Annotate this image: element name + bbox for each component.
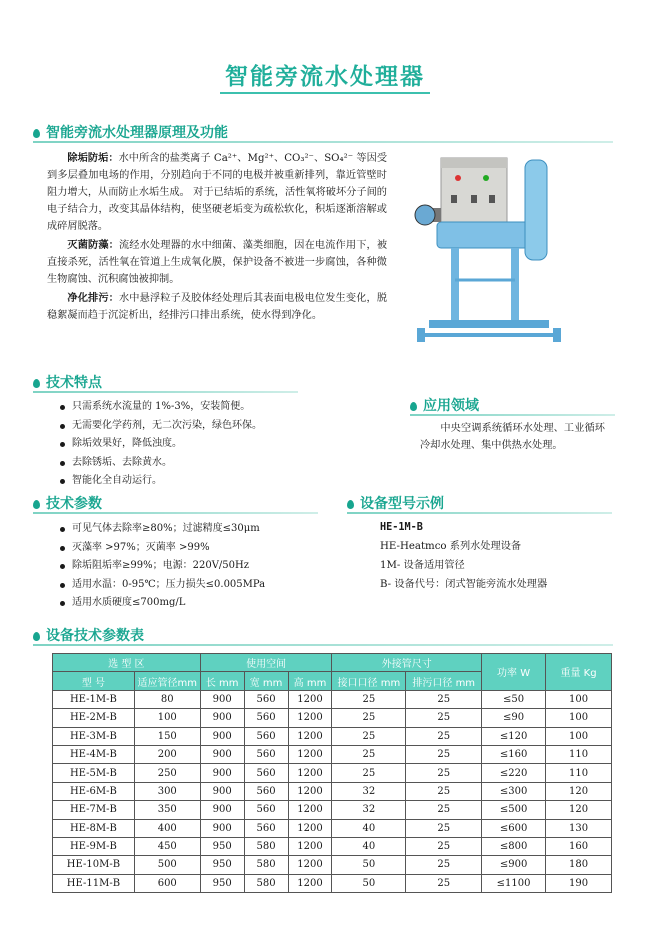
- table-row: [53, 727, 612, 745]
- table-cell: 40: [332, 819, 406, 837]
- table-cell: ≤160: [482, 745, 546, 763]
- table-cell: 25: [406, 764, 482, 782]
- application-text: 中央空调系统循环水处理、工业循环冷却水处理、集中供热水处理。: [420, 423, 605, 451]
- table-cell: 250: [134, 764, 200, 782]
- header-inlet: 接口口径 mm: [332, 672, 406, 690]
- table-row: [53, 764, 612, 782]
- header-width: 宽 mm: [244, 672, 288, 690]
- table-cell: 560: [244, 801, 288, 819]
- principle-text: [47, 150, 387, 324]
- table-cell: 900: [200, 727, 244, 745]
- table-cell: 300: [134, 782, 200, 800]
- table-cell: 1200: [288, 727, 332, 745]
- table-cell: 25: [332, 727, 406, 745]
- table-cell: 560: [244, 727, 288, 745]
- list-item: 适用水质硬度≤700mg/L: [58, 594, 348, 613]
- table-row: [53, 856, 612, 874]
- table-cell: 600: [134, 874, 200, 892]
- model-code: HE-1M-B: [380, 522, 423, 533]
- header-diameter: 适应管径mm: [134, 672, 200, 690]
- table-cell: 200: [134, 745, 200, 763]
- table-cell: 900: [200, 801, 244, 819]
- table-row: [53, 837, 612, 855]
- table-cell: 25: [406, 690, 482, 708]
- table-row: [53, 745, 612, 763]
- table-cell: 120: [546, 801, 612, 819]
- table-cell: 1200: [288, 745, 332, 763]
- paragraph-sterilization: 灭菌防藻：流经水处理器的水中细菌、藻类细胞，因在电流作用下，被直接杀死，活性氧在管道上生成氧化膜，保护设备不被进一步腐蚀，各种微生物腐蚀、沉积腐蚀被抑制。: [47, 240, 388, 285]
- list-item: 除垢效果好，降低浊度。: [58, 435, 328, 454]
- table-cell: 100: [546, 727, 612, 745]
- drop-icon: [33, 379, 40, 388]
- table-cell: HE-11M-B: [53, 874, 135, 892]
- table-row: [53, 819, 612, 837]
- table-cell: ≤500: [482, 801, 546, 819]
- list-item: 只需系统水流量的 1%-3%，安装简便。: [58, 398, 328, 417]
- table-cell: 1200: [288, 819, 332, 837]
- table-cell: ≤90: [482, 709, 546, 727]
- table-cell: 25: [406, 874, 482, 892]
- list-item: 去除锈垢、去除黄水。: [58, 454, 328, 473]
- table-row: [53, 801, 612, 819]
- model-example-text: [380, 518, 620, 594]
- table-cell: HE-1M-B: [53, 690, 135, 708]
- table-cell: 580: [244, 874, 288, 892]
- table-cell: 25: [332, 709, 406, 727]
- table-cell: 25: [332, 764, 406, 782]
- table-row: [53, 709, 612, 727]
- table-cell: 900: [200, 709, 244, 727]
- params-list: [58, 520, 348, 613]
- table-cell: 1200: [288, 764, 332, 782]
- table-cell: 1200: [288, 837, 332, 855]
- header-select-zone: 选 型 区: [53, 654, 201, 672]
- features-heading: 技术特点: [33, 372, 102, 392]
- table-cell: ≤800: [482, 837, 546, 855]
- header-drain: 排污口径 mm: [406, 672, 482, 690]
- drop-icon: [410, 402, 417, 411]
- table-cell: 1200: [288, 690, 332, 708]
- table-cell: 150: [134, 727, 200, 745]
- table-cell: 100: [546, 690, 612, 708]
- table-cell: 350: [134, 801, 200, 819]
- list-item: 适用水温：0-95℃；压力损失≤0.005MPa: [58, 576, 348, 595]
- table-cell: 25: [332, 690, 406, 708]
- drop-icon: [33, 500, 40, 509]
- table-cell: 1200: [288, 874, 332, 892]
- table-cell: 50: [332, 874, 406, 892]
- table-cell: 450: [134, 837, 200, 855]
- table-cell: 950: [200, 856, 244, 874]
- table-cell: 900: [200, 782, 244, 800]
- table-cell: 400: [134, 819, 200, 837]
- section-divider: [33, 644, 613, 646]
- table-cell: HE-5M-B: [53, 764, 135, 782]
- table-cell: ≤50: [482, 690, 546, 708]
- table-cell: 560: [244, 745, 288, 763]
- list-item: 智能化全自动运行。: [58, 472, 328, 491]
- table-cell: 110: [546, 745, 612, 763]
- list-item: 灭藻率 >97%；灭菌率 >99%: [58, 539, 348, 558]
- table-cell: 25: [406, 856, 482, 874]
- table-cell: 80: [134, 690, 200, 708]
- table-cell: 1200: [288, 782, 332, 800]
- section-divider: [33, 391, 298, 393]
- table-cell: 560: [244, 819, 288, 837]
- header-weight: 重量 Kg: [546, 654, 612, 691]
- table-cell: HE-7M-B: [53, 801, 135, 819]
- model-line-series: HE-Heatmco 系列水处理设备: [380, 541, 522, 552]
- table-cell: 580: [244, 856, 288, 874]
- table-cell: 950: [200, 837, 244, 855]
- table-cell: HE-8M-B: [53, 819, 135, 837]
- table-cell: ≤600: [482, 819, 546, 837]
- section-divider: [347, 512, 612, 514]
- section-divider: [33, 512, 318, 514]
- table-cell: ≤220: [482, 764, 546, 782]
- table-cell: 1200: [288, 801, 332, 819]
- table-cell: 500: [134, 856, 200, 874]
- table-cell: 560: [244, 764, 288, 782]
- table-cell: 180: [546, 856, 612, 874]
- paragraph-purification: 净化排污：水中悬浮粒子及胶体经处理后其表面电极电位发生变化，脱稳絮凝而趋于沉淀析出，经排污口排出系统，使水得到净化。: [47, 293, 388, 321]
- paragraph-descaling: 除垢防垢：水中所含的盐类离子 Ca²⁺、Mg²⁺、CO₃²⁻、SO₄²⁻ 等因受到多层叠加电场的作用，分别趋向于不同的电极并被重新排列，靠近管壁时阻力增大，从而防止水垢生成。 对于已结垢的系统，活性氧将破坏分子间的电子结合力，改变其晶体结构，使坚硬老垢变为疏松软化，积垢逐渐溶解或成碎屑脱落。: [47, 153, 388, 232]
- section-divider: [33, 141, 613, 143]
- drop-icon: [347, 500, 354, 509]
- header-pipe-size: 外接管尺寸: [332, 654, 482, 672]
- table-cell: HE-6M-B: [53, 782, 135, 800]
- table-cell: 560: [244, 782, 288, 800]
- table-cell: ≤1100: [482, 874, 546, 892]
- page-title: 智能旁流水处理器: [225, 64, 425, 90]
- section-principle-heading: 智能旁流水处理器原理及功能: [33, 122, 228, 142]
- table-cell: 32: [332, 782, 406, 800]
- table-cell: 160: [546, 837, 612, 855]
- header-height: 高 mm: [288, 672, 332, 690]
- table-cell: 580: [244, 837, 288, 855]
- table-cell: 25: [406, 709, 482, 727]
- table-cell: 900: [200, 745, 244, 763]
- model-example-heading: 设备型号示例: [347, 493, 444, 513]
- table-cell: HE-3M-B: [53, 727, 135, 745]
- title-underline: [220, 92, 430, 94]
- list-item: 除垢阻垢率≥99%；电源：220V/50Hz: [58, 557, 348, 576]
- table-heading: 设备技术参数表: [33, 625, 144, 645]
- header-model: 型 号: [53, 672, 135, 690]
- table-row: [53, 874, 612, 892]
- water-treatment-device-image: [403, 150, 573, 345]
- drop-icon: [33, 129, 40, 138]
- table-cell: HE-9M-B: [53, 837, 135, 855]
- table-cell: HE-4M-B: [53, 745, 135, 763]
- table-cell: ≤900: [482, 856, 546, 874]
- table-cell: 100: [546, 709, 612, 727]
- table-cell: 900: [200, 690, 244, 708]
- table-cell: 560: [244, 690, 288, 708]
- table-cell: 50: [332, 856, 406, 874]
- model-line-type: B- 设备代号：闭式智能旁流水处理器: [380, 579, 548, 590]
- spec-table: [52, 653, 612, 893]
- table-cell: 25: [332, 745, 406, 763]
- table-cell: 40: [332, 837, 406, 855]
- features-list: [58, 398, 328, 491]
- application-heading: 应用领域: [410, 395, 479, 415]
- table-row: [53, 782, 612, 800]
- table-cell: 120: [546, 782, 612, 800]
- table-cell: HE-10M-B: [53, 856, 135, 874]
- model-line-diameter: 1M- 设备适用管径: [380, 560, 465, 571]
- table-cell: 32: [332, 801, 406, 819]
- table-cell: 25: [406, 801, 482, 819]
- header-power: 功率 W: [482, 654, 546, 691]
- table-cell: ≤300: [482, 782, 546, 800]
- table-cell: 900: [200, 764, 244, 782]
- table-cell: ≤120: [482, 727, 546, 745]
- table-cell: 25: [406, 837, 482, 855]
- table-cell: 25: [406, 782, 482, 800]
- table-cell: 100: [134, 709, 200, 727]
- table-cell: 560: [244, 709, 288, 727]
- table-cell: 25: [406, 727, 482, 745]
- params-heading: 技术参数: [33, 493, 102, 513]
- table-cell: 900: [200, 819, 244, 837]
- table-cell: 25: [406, 819, 482, 837]
- drop-icon: [33, 632, 40, 641]
- list-item: 无需要化学药剂，无二次污染，绿色环保。: [58, 417, 328, 436]
- list-item: 可见气体去除率≥80%；过滤精度≤30μm: [58, 520, 348, 539]
- table-cell: 190: [546, 874, 612, 892]
- table-cell: HE-2M-B: [53, 709, 135, 727]
- table-cell: 110: [546, 764, 612, 782]
- table-cell: 1200: [288, 709, 332, 727]
- table-cell: 950: [200, 874, 244, 892]
- header-space: 使用空间: [200, 654, 332, 672]
- table-body: [53, 690, 612, 892]
- header-length: 长 mm: [200, 672, 244, 690]
- table-cell: 130: [546, 819, 612, 837]
- table-row: [53, 690, 612, 708]
- section-divider: [410, 414, 615, 416]
- table-cell: 1200: [288, 856, 332, 874]
- table-cell: 25: [406, 745, 482, 763]
